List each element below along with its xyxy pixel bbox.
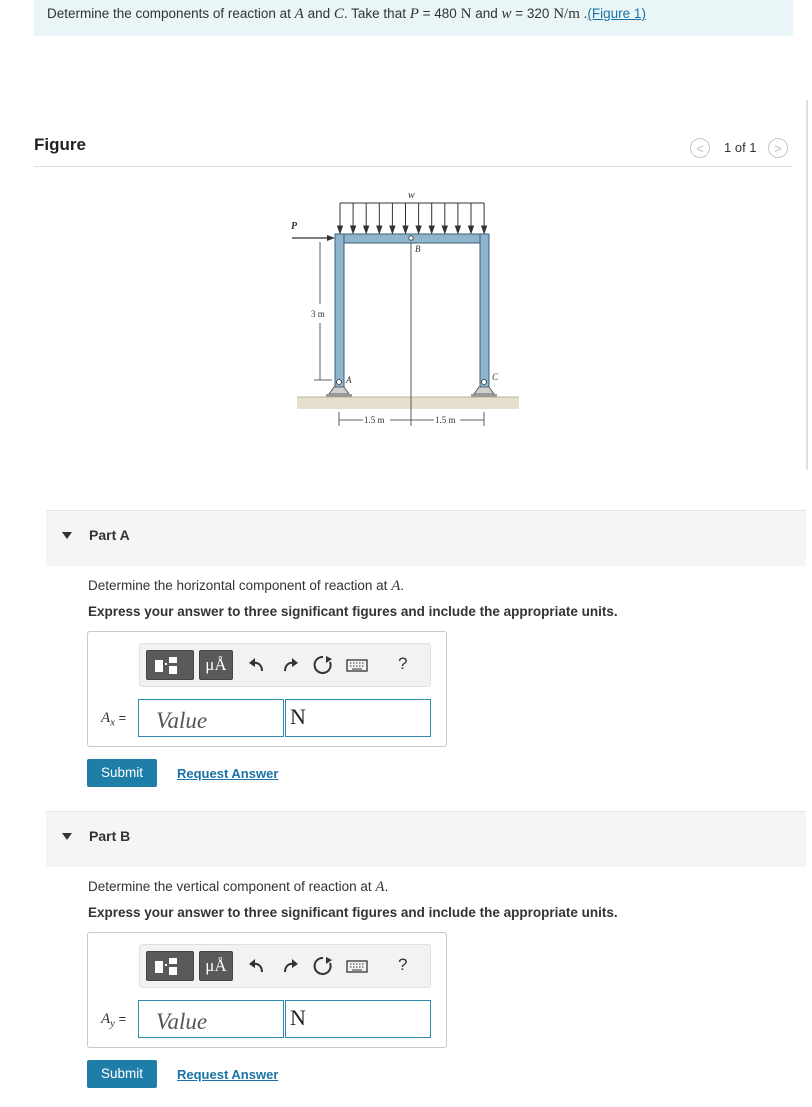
part-a-title: Part A [89, 527, 130, 543]
load-arrow-head [442, 226, 447, 233]
reset-icon[interactable] [312, 654, 334, 676]
part-b-units-input[interactable]: N [285, 1000, 431, 1038]
part-b-answer-box [87, 932, 447, 1048]
label-b: B [415, 244, 421, 254]
part-b-variable-label: $A_y$ = [101, 1011, 127, 1030]
load-arrow-head [338, 226, 343, 233]
part-a-header[interactable] [46, 510, 806, 566]
part-b-instruction: Determine the vertical component of reaction at A. [88, 879, 389, 895]
part-a-toolbar [139, 643, 431, 687]
label-c: C [492, 372, 499, 382]
load-arrow-head [482, 226, 487, 233]
part-b-title: Part B [89, 828, 131, 844]
load-arrow-head [416, 226, 421, 233]
part-a-units-input[interactable]: N [285, 699, 431, 737]
keyboard-icon[interactable] [346, 654, 368, 676]
label-span-right: 1.5 m [435, 415, 456, 425]
mu-angstrom-icon: μÅ [205, 655, 227, 674]
undo-icon[interactable] [246, 955, 268, 977]
load-arrow-head [351, 226, 356, 233]
redo-icon[interactable] [279, 654, 301, 676]
label-span-left: 1.5 m [364, 415, 385, 425]
figure-pager-count: 1 of 1 [724, 140, 757, 155]
label-p: P [291, 221, 298, 232]
figure-link[interactable]: (Figure 1) [587, 6, 646, 21]
part-a-request-answer-link[interactable]: Request Answer [177, 766, 279, 781]
load-arrow-head [364, 226, 369, 233]
load-arrow-head [390, 226, 395, 233]
problem-statement: Determine the components of reaction at A and C. Take that P = 480 N and w = 320 N/m .(Figure 1) [47, 6, 646, 22]
frame-diagram [280, 180, 540, 430]
part-b-submit-button[interactable]: Submit [87, 1060, 157, 1088]
next-figure-button[interactable] [768, 138, 788, 158]
part-a-submit-button[interactable]: Submit [87, 759, 157, 787]
part-b-toolbar [139, 944, 431, 988]
pin-b [409, 236, 413, 240]
templates-icon [147, 952, 193, 980]
support-c [471, 380, 497, 398]
part-a-answer-box [87, 631, 447, 747]
redo-icon[interactable] [279, 955, 301, 977]
ground [297, 397, 519, 409]
part-a-instruction: Determine the horizontal component of reaction at A. [88, 578, 405, 594]
distributed-load-w [338, 203, 487, 233]
part-a-variable-label: $A_x$ = [101, 710, 127, 729]
part-b-express-note: Express your answer to three significant figures and include the appropriate units. [88, 905, 618, 920]
frame-members [335, 234, 489, 393]
label-a: A [346, 375, 352, 385]
part-b-request-answer-link[interactable]: Request Answer [177, 1067, 279, 1082]
part-a-value-input[interactable] [138, 699, 284, 737]
undo-icon[interactable] [246, 654, 268, 676]
part-b-value-input[interactable] [138, 1000, 284, 1038]
templates-button[interactable] [146, 951, 194, 981]
mu-angstrom-icon: μÅ [205, 956, 227, 975]
problem-banner [34, 0, 793, 36]
templates-icon [147, 651, 193, 679]
reset-icon[interactable] [312, 955, 334, 977]
previous-figure-button[interactable] [690, 138, 710, 158]
keyboard-icon[interactable] [346, 955, 368, 977]
load-arrow-head [403, 226, 408, 233]
units-button[interactable] [199, 650, 233, 680]
caret-down-icon [62, 833, 72, 840]
help-icon[interactable]: ? [398, 654, 408, 673]
load-arrow-head [455, 226, 460, 233]
part-b-header[interactable] [46, 811, 806, 867]
load-arrow-head [429, 226, 434, 233]
label-w: w [408, 190, 415, 201]
force-p-arrow [292, 235, 335, 241]
load-arrow-head [469, 226, 474, 233]
help-icon[interactable]: ? [398, 955, 408, 974]
figure-divider [34, 166, 792, 167]
figure-heading: Figure [34, 135, 86, 154]
templates-button[interactable] [146, 650, 194, 680]
load-arrow-head [377, 226, 382, 233]
scrollbar[interactable] [806, 100, 808, 470]
chevron-right-icon: > [774, 141, 782, 156]
span-dimension [339, 412, 484, 426]
caret-down-icon [62, 532, 72, 539]
units-button[interactable] [199, 951, 233, 981]
label-height: 3 m [311, 309, 325, 319]
chevron-left-icon: < [696, 141, 704, 156]
part-a-express-note: Express your answer to three significant figures and include the appropriate units. [88, 604, 618, 619]
